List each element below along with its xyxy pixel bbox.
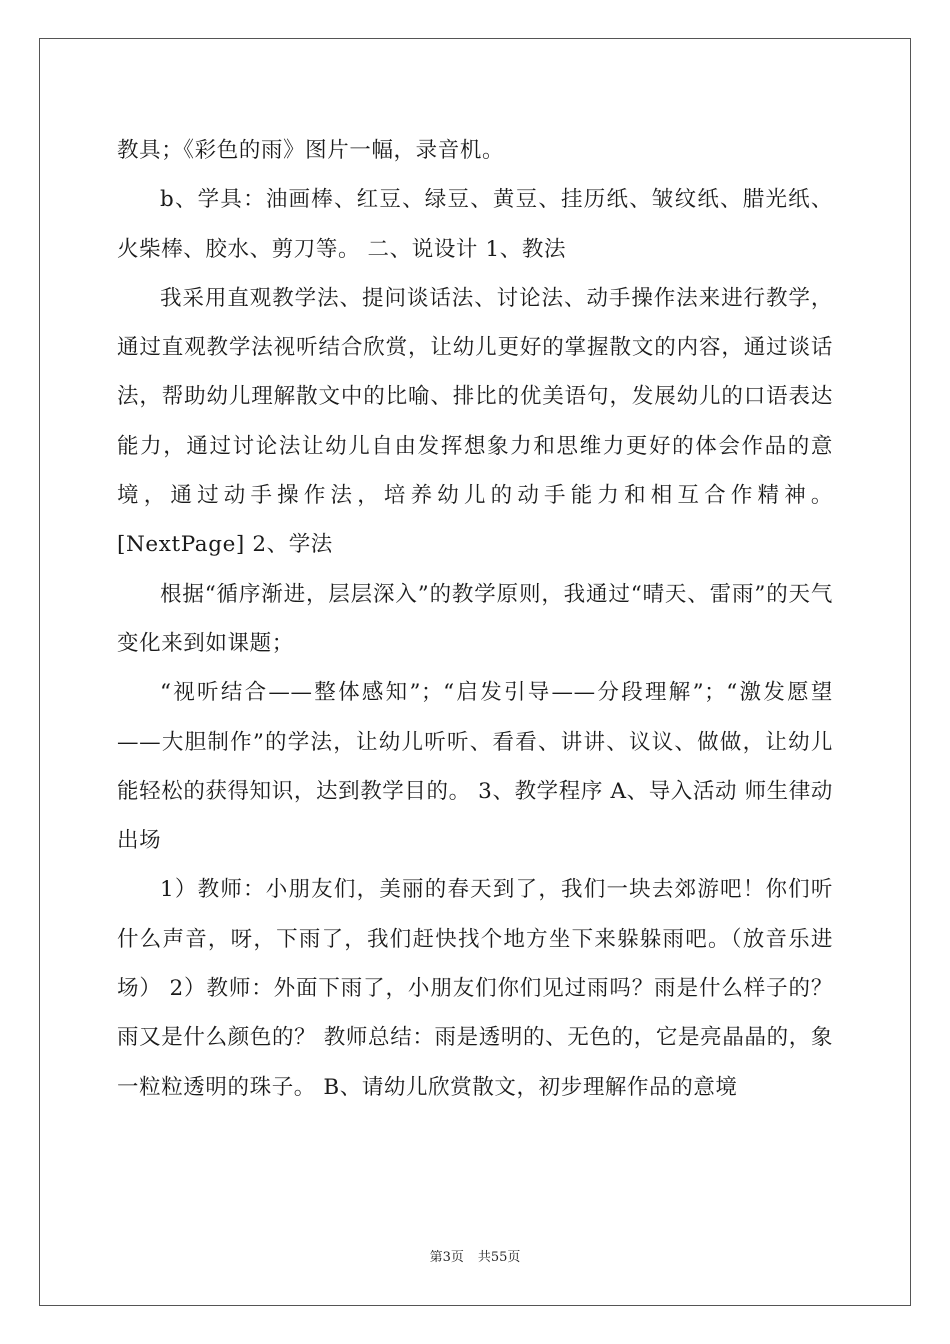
paragraph: 根据“循序渐进，层层深入”的教学原则，我通过“晴天、雷雨”的天气变化来到如课题；	[117, 581, 833, 656]
paragraph: 我采用直观教学法、提问谈话法、讨论法、动手操作法来进行教学，通过直观教学法视听结合欣赏，让幼儿更好的掌握散文的内容，通过谈话法，帮助幼儿理解散文中的比喻、排比的优美语句，发展幼儿的口语表达能力，通过讨论法让幼儿自由发挥想象力和思维力更好的体会作品的意境，通过动手操作法，培养幼儿的动手能力和相互合作精神。 [NextPage] 2、学法	[117, 285, 833, 558]
page-footer	[0, 1246, 950, 1265]
paragraph: 1）教师：小朋友们，美丽的春天到了，我们一块去郊游吧！你们听什么声音，呀，下雨了，我们赶快找个地方坐下来躲躲雨吧。（放音乐进场） 2）教师：外面下雨了，小朋友们你们见过雨吗？雨是什么样子的？雨又是什么颜色的？ 教师总结：雨是透明的、无色的，它是亮晶晶的，象一粒粒透明的珠子。 B、请幼儿欣赏散文，初步理解作品的意境	[117, 877, 833, 1100]
paragraph: b、学具：油画棒、红豆、绿豆、黄豆、挂历纸、皱纹纸、腊光纸、火柴棒、胶水、剪刀等。 二、说设计 1、教法	[117, 187, 833, 262]
page-number: 第3页	[429, 1250, 464, 1265]
document-body	[117, 126, 833, 1112]
paragraph: 教具；《彩色的雨》图片一幅，录音机。	[117, 138, 505, 163]
paragraph: “视听结合——整体感知”；“启发引导——分段理解”；“激发愿望——大胆制作”的学法，让幼儿听听、看看、讲讲、议议、做做，让幼儿能轻松的获得知识，达到教学目的。 3、教学程序 A、导入活动 师生律动出场	[117, 680, 833, 854]
page-total: 共55页	[477, 1250, 521, 1265]
